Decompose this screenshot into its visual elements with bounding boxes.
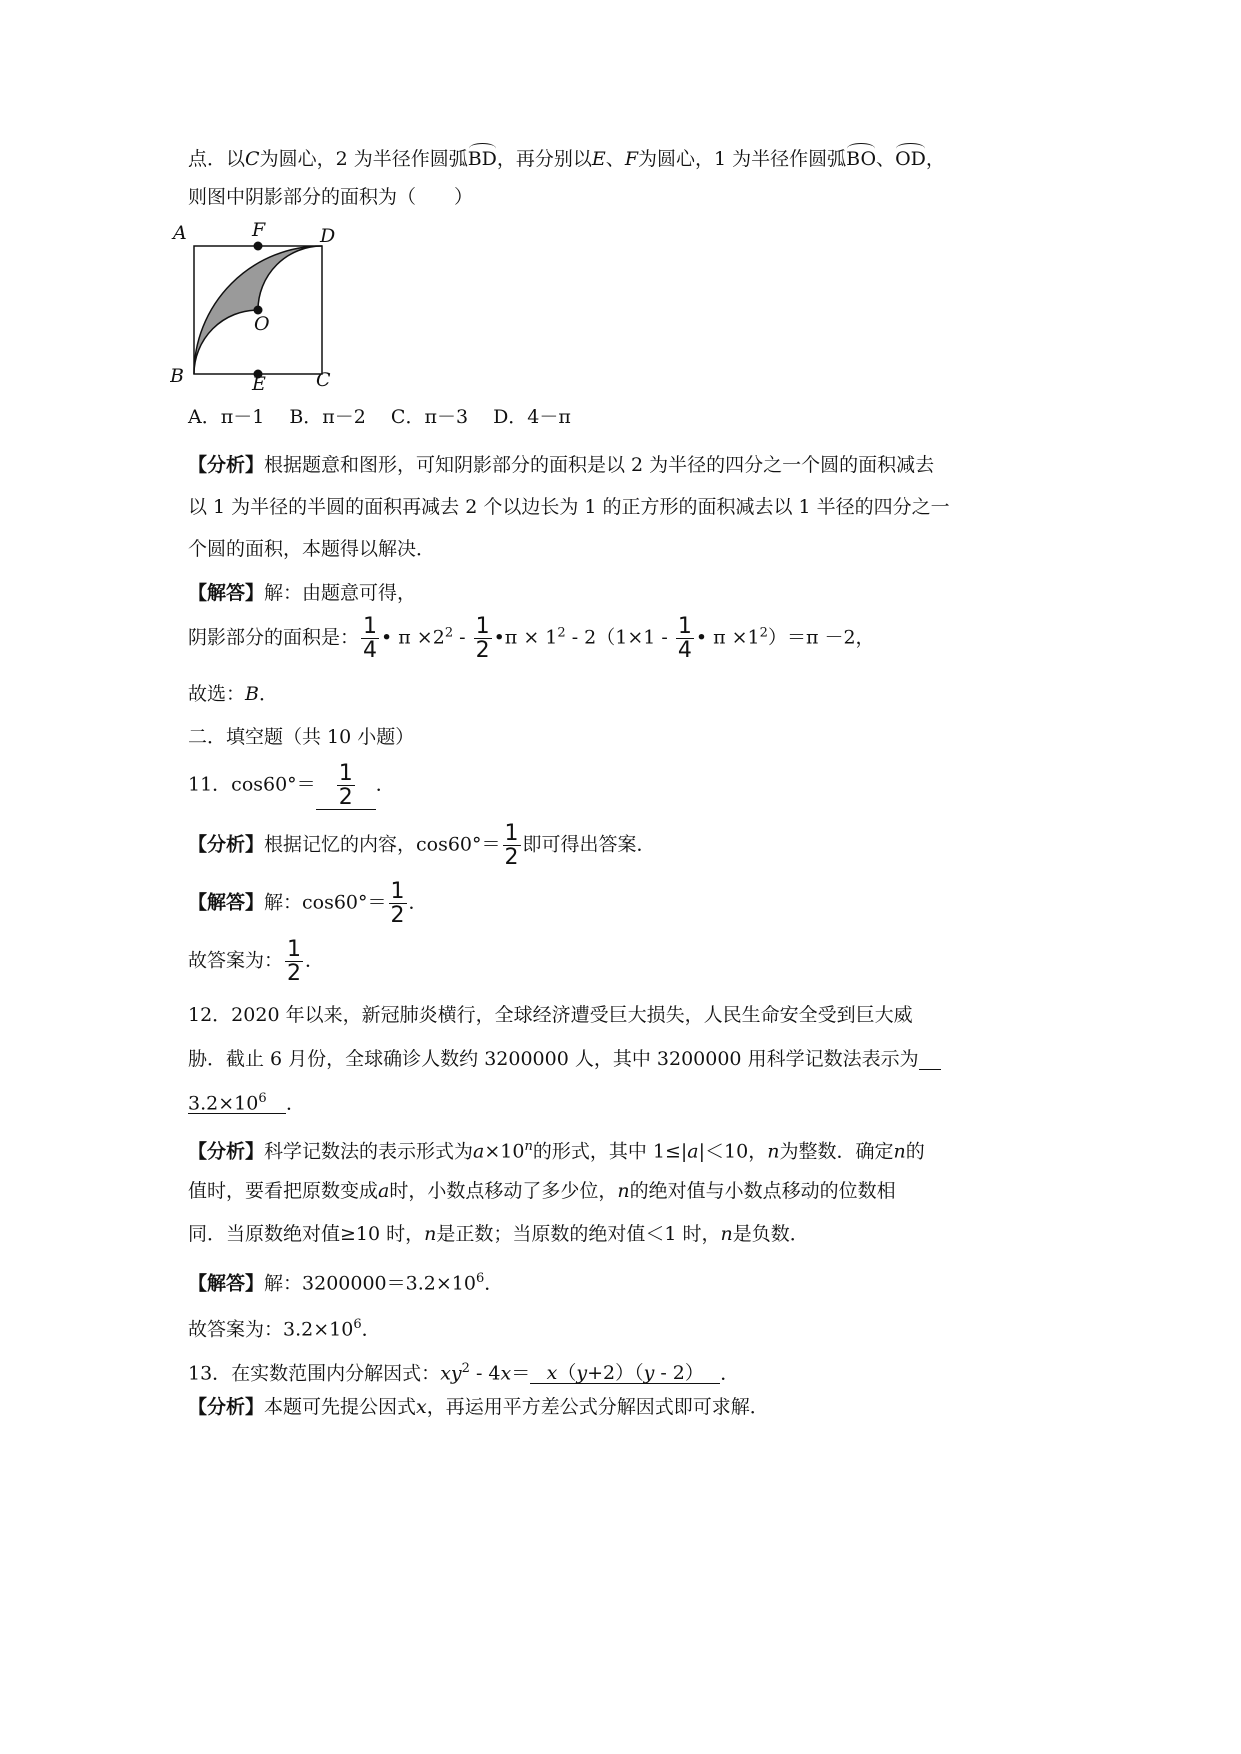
q12-stem-line1: 12．2020 年以来，新冠肺炎横行，全球经济遭受巨大损失，人民生命安全受到巨大威 [188, 1004, 913, 1026]
q10-stem-line1: 点．以C为圆心，2 为半径作圆弧BD，再分别以E、F为圆心，1 为半径作圆弧BO、OD， [188, 148, 945, 170]
q12-analysis-line3: 同．当原数绝对值≥10 时，n是正数；当原数的绝对值＜1 时，n是负数． [188, 1223, 809, 1245]
q10-figure [170, 222, 340, 397]
label-e: E [252, 373, 266, 395]
q13-analysis: 【分析】本题可先提公因式x，再运用平方差公式分解因式即可求解． [188, 1396, 769, 1418]
label-a: A [173, 222, 187, 244]
q11-final: 故答案为： $\frac{1}{2}$ ． [188, 937, 325, 987]
q12-answer-blank: $3.2\times 10^6$ [188, 1092, 286, 1114]
q12-analysis-line2: 值时，要看把原数变成a时，小数点移动了多少位，n的绝对值与小数点移动的位数相 [188, 1180, 896, 1202]
q10-solution-line1: 【解答】解：由题意可得， [188, 582, 417, 604]
q10-analysis-line2: 以 1 为半径的半圆的面积再减去 2 个以边长为 1 的正方形的面积减去以 1 半径的四分之一 [188, 496, 950, 518]
frac-1-2: $\frac{1}{2}$ [475, 614, 490, 664]
arc-bd: BD [467, 148, 497, 170]
arc-bo: BO [846, 148, 877, 170]
q10-stem-line2: 则图中阴影部分的面积为（ ） [188, 186, 474, 208]
label-f: F [252, 222, 266, 241]
label-d: D [320, 225, 336, 247]
q13-stem: 13．在实数范围内分解因式：$xy^2 - 4x= x(y+2)(y - 2)$ ． [188, 1361, 740, 1385]
q10-analysis-line1: 【分析】根据题意和图形，可知阴影部分的面积是以 2 为半径的四分之一个圆的面积减去 [188, 454, 935, 476]
q10-formula: 阴影部分的面积是： $\frac{1}{4}$ • $\pi \times 2^2$ - $\frac{1}{2}$ •π × $1^2 - 2(1\times 1$ - $\frac{1}{4}$ • $\pi \times 1^2)=\pi -2$， [188, 614, 875, 664]
q10-choice: 故选：B． [188, 683, 278, 705]
q13-answer-blank: x（y+2）（y - 2） [530, 1364, 720, 1384]
q11-analysis: 【分析】根据记忆的内容，cos60°＝ $\frac{1}{2}$ 即可得出答案． [188, 821, 656, 871]
q12-answer-line: $3.2\times 10^6$ ． [188, 1091, 306, 1115]
label-o: O [254, 313, 270, 335]
q12-final: 故答案为：$3.2\times 10^6$． [188, 1317, 381, 1341]
q12-stem-line2: 胁．截止 6 月份，全球确诊人数约 3200000 人，其中 3200000 用科学记数法表示为 [188, 1050, 941, 1070]
q11-answer-blank: $\frac{1}{2}$ [316, 762, 376, 810]
point-f [254, 242, 263, 251]
q11-solution: 【解答】解：cos60°＝ $\frac{1}{2}$ ． [188, 879, 428, 929]
frac-1-4-b: $\frac{1}{4}$ [677, 614, 692, 664]
frac-1-4: $\frac{1}{4}$ [363, 614, 378, 664]
label-c: C [316, 369, 331, 391]
q12-analysis-line1: 【分析】科学记数法的表示形式为$a\times 10^n$的形式，其中 1≤|a|＜10，n为整数．确定n的 [188, 1139, 925, 1163]
label-b: B [170, 365, 184, 387]
q10-options: A．π－1 B．π－2 C．π－3 D．4－π [188, 406, 571, 428]
section-title: 二．填空题（共 10 小题） [188, 726, 415, 748]
q10-analysis-line3: 个圆的面积，本题得以解决． [188, 538, 436, 560]
q11-stem: 11．cos60°＝ $\frac{1}{2}$ ． [188, 761, 395, 811]
arc-od: OD [895, 148, 926, 170]
q12-solution: 【解答】解：$3200000=3.2\times 10^6$． [188, 1271, 504, 1295]
